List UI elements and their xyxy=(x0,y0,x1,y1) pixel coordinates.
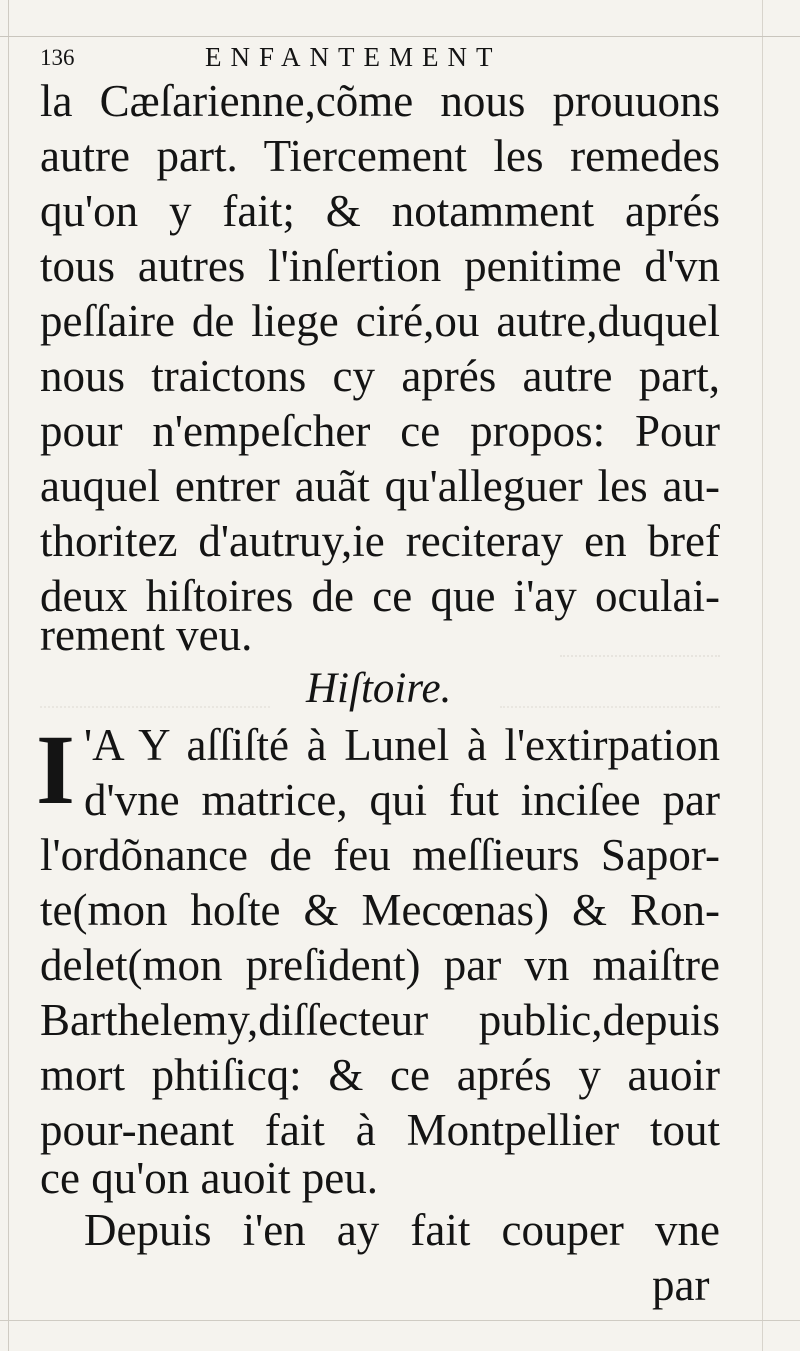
paragraph-line: Barthelemy,diſſecteur public,depuis xyxy=(40,995,720,1045)
page-number: 136 xyxy=(40,45,75,70)
paragraph-line: l'ordõnance de feu meſſieurs Sapor- xyxy=(40,830,720,880)
paragraph-line: 'A Y aſſiſté à Lunel à l'extirpation xyxy=(84,720,720,770)
page-right-edge xyxy=(762,0,763,1351)
show-through-bleed xyxy=(560,625,720,657)
page-left-edge xyxy=(8,0,9,1351)
paragraph-line: delet(mon preſident) par vn maiſtre xyxy=(40,940,720,990)
section-heading: Hiſtoire. xyxy=(306,665,452,712)
show-through-bleed xyxy=(40,676,270,708)
catchword: par xyxy=(652,1260,710,1310)
show-through-bleed xyxy=(500,676,720,708)
text-line: autre part. Tiercement les remedes xyxy=(40,131,720,181)
top-rule xyxy=(0,36,800,37)
text-line: deux hiſtoires de ce que i'ay oculai- xyxy=(40,571,720,621)
text-line: pour n'empeſcher ce propos: Pour xyxy=(40,406,720,456)
running-head: ENFANTEMENT xyxy=(205,42,502,72)
text-line: peſſaire de liege ciré,ou autre,duquel xyxy=(40,296,720,346)
text-line-last: rement veu. xyxy=(40,610,253,660)
bottom-rule xyxy=(0,1320,800,1321)
text-line: qu'on y fait; & notamment aprés xyxy=(40,186,720,236)
paragraph-line: d'vne matrice, qui fut inciſee par xyxy=(84,775,720,825)
paragraph-line-last: ce qu'on auoit peu. xyxy=(40,1153,379,1203)
paragraph-line: pour-neant fait à Montpellier tout xyxy=(40,1105,720,1155)
paragraph-line: mort phtiſicq: & ce aprés y auoir xyxy=(40,1050,720,1100)
text-line: thoritez d'autruy,ie reciteray en bref xyxy=(40,516,720,566)
text-line: tous autres l'inſertion penitime d'vn xyxy=(40,241,720,291)
drop-cap: I xyxy=(36,714,75,825)
text-line: la Cæſarienne,cõme nous prouuons xyxy=(40,76,720,126)
paragraph-line-indented: Depuis i'en ay fait couper vne xyxy=(84,1205,720,1255)
paragraph-line: te(mon hoſte & Mecœnas) & Ron- xyxy=(40,885,720,935)
text-line: nous traictons cy aprés autre part, xyxy=(40,351,720,401)
text-line: auquel entrer auãt qu'alleguer les au- xyxy=(40,461,720,511)
